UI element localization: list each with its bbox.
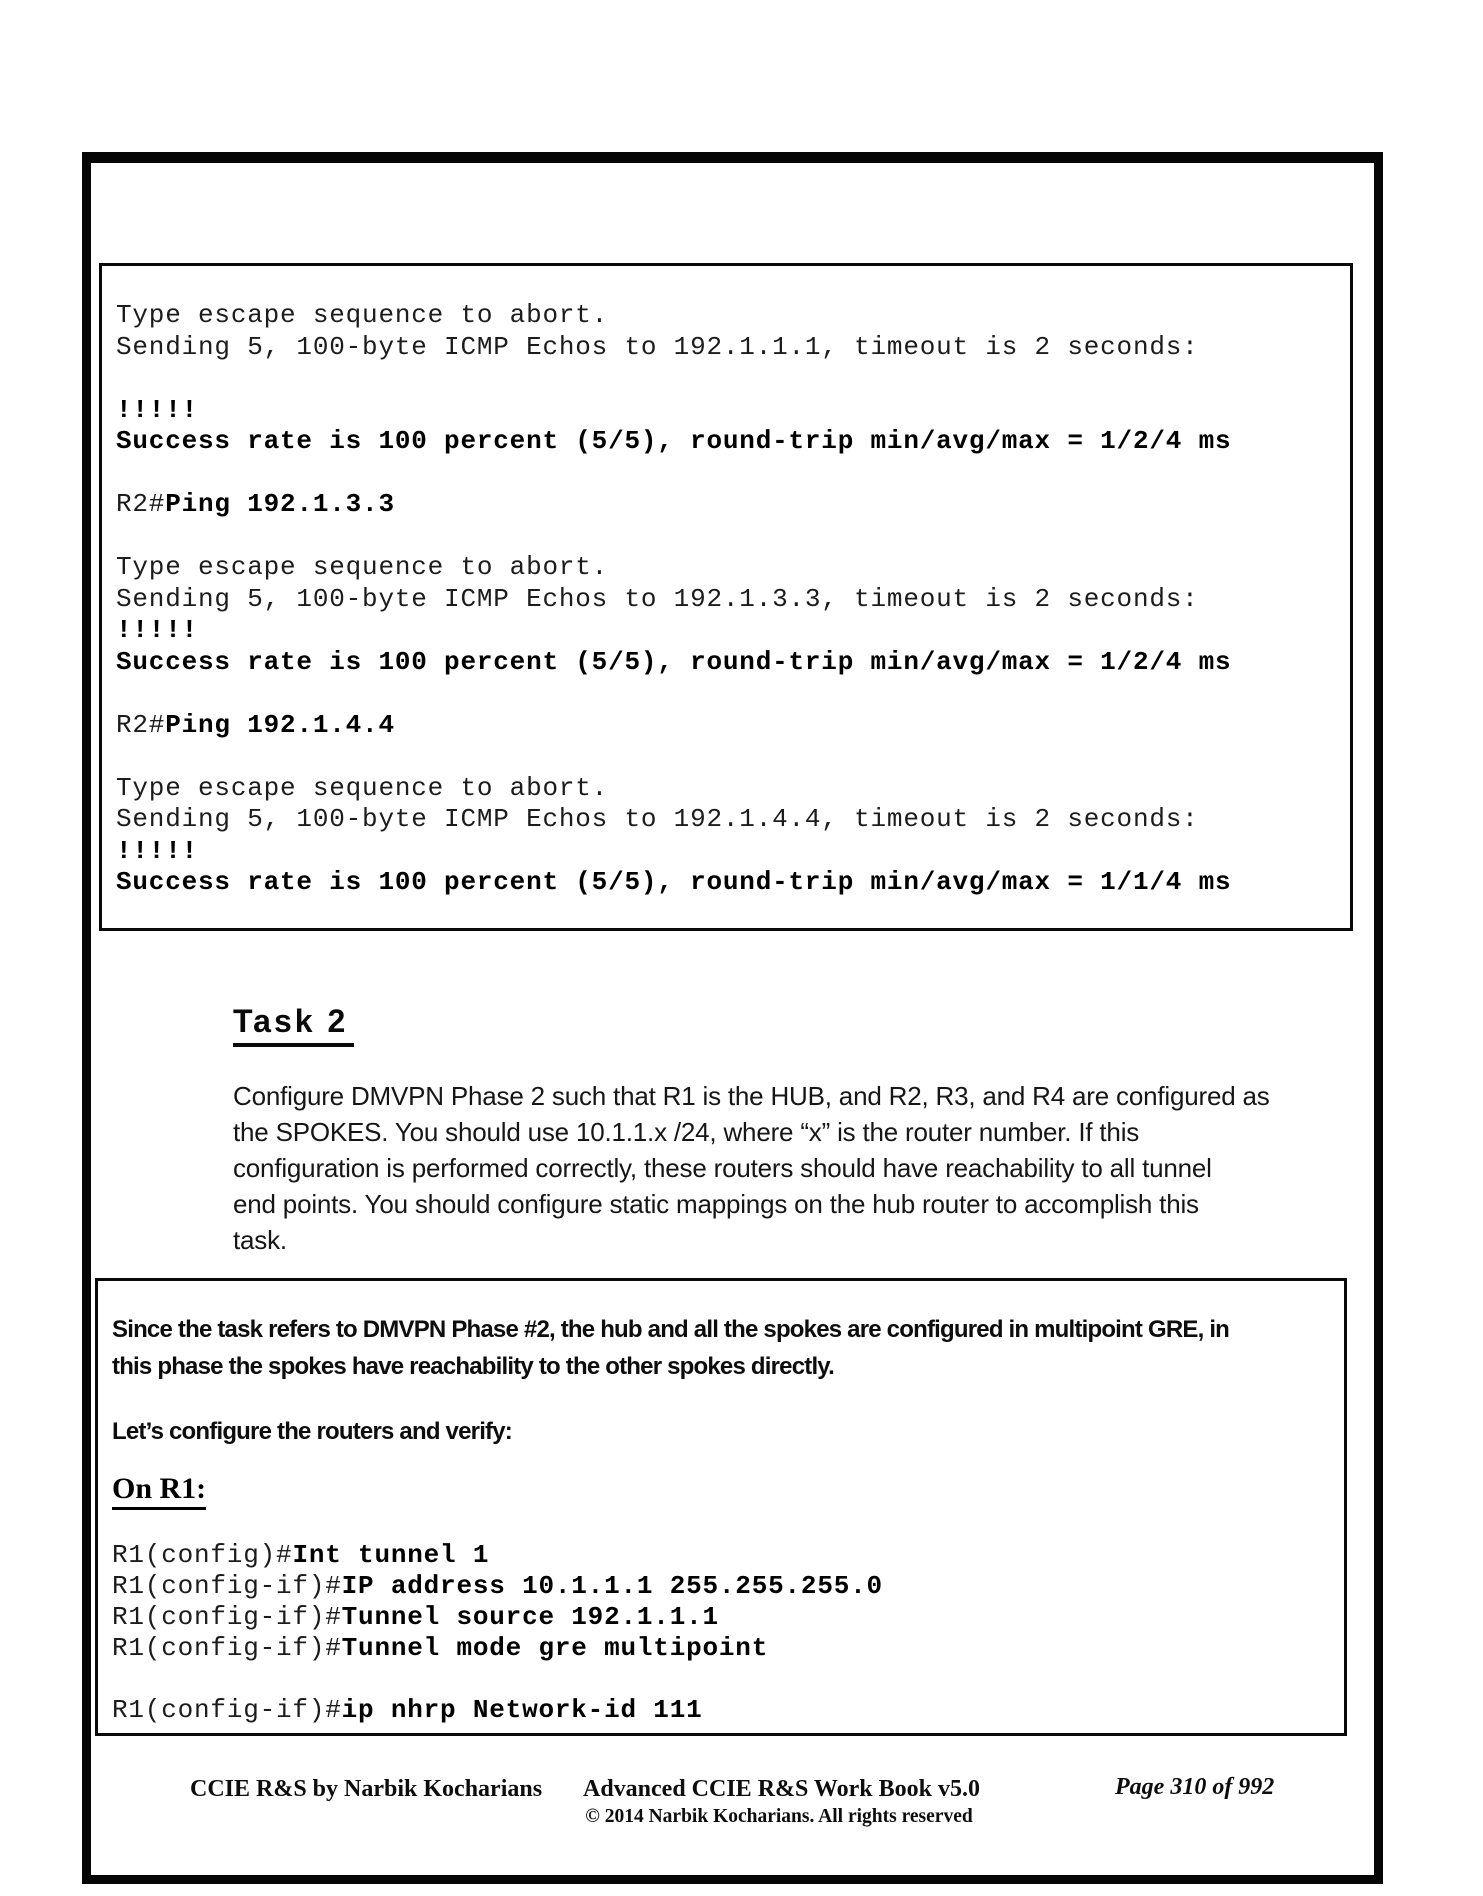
task-description-line-row: [233, 1078, 1270, 1114]
terminal-plain-text: Sending 5, 100-byte ICMP Echos to 192.1.3.3, timeout is 2 seconds:: [116, 583, 1199, 614]
terminal-plain-text: Type escape sequence to abort.: [116, 772, 609, 803]
footer-book-title: Advanced CCIE R&S Work Book v5.0: [583, 1776, 980, 1802]
config-command: Tunnel mode gre multipoint: [341, 1633, 769, 1663]
ping-output-box: [99, 263, 1353, 931]
solution-note-line: this phase the spokes have reachability to the other spokes directly.: [112, 1353, 834, 1380]
config-line: [112, 1664, 1344, 1695]
terminal-line: [116, 710, 1342, 742]
task-description-line: Configure DMVPN Phase 2 such that R1 is the HUB, and R2, R3, and R4 are configured as: [233, 1081, 1270, 1111]
footer-page-number: Page 310 of 992: [1115, 1774, 1275, 1800]
config-prompt: R1(config)#: [112, 1540, 293, 1570]
terminal-line: [116, 615, 1342, 647]
terminal-line: [116, 363, 1342, 395]
solution-note-line-row: [112, 1311, 1344, 1348]
config-line: [112, 1571, 1344, 1602]
config-prompt: R1(config-if)#: [112, 1571, 342, 1601]
task-description-line: task.: [233, 1225, 287, 1255]
task-description-line: end points. You should configure static mappings on the hub router to accomplish this: [233, 1189, 1199, 1219]
terminal-line: [116, 426, 1342, 458]
task-heading: Task 2: [233, 1003, 354, 1047]
config-prompt: R1(config-if)#: [112, 1695, 342, 1725]
config-line: [112, 1540, 1344, 1571]
terminal-command: Ping 192.1.4.4: [165, 709, 395, 740]
footer-copyright: © 2014 Narbik Kocharians. All rights reserved: [585, 1806, 973, 1827]
task-description-line-row: [233, 1186, 1270, 1222]
solution-note-line-row: [112, 1348, 1344, 1385]
terminal-bold-text: Success rate is 100 percent (5/5), round-trip min/avg/max = 1/2/4 ms: [116, 426, 1232, 456]
terminal-bold-text: !!!!!: [116, 615, 199, 645]
terminal-plain-text: Sending 5, 100-byte ICMP Echos to 192.1.1.1, timeout is 2 seconds:: [116, 331, 1199, 362]
config-line: [112, 1602, 1344, 1633]
terminal-bold-text: !!!!!: [116, 394, 199, 425]
task-description-line: configuration is performed correctly, these routers should have reachability to all tunnel: [233, 1153, 1212, 1183]
r1-config-block: [112, 1540, 1344, 1726]
solution-box: [95, 1278, 1347, 1736]
terminal-line: [116, 804, 1342, 836]
config-line: [112, 1633, 1344, 1664]
terminal-line: [116, 552, 1342, 584]
footer-center-block: [583, 1776, 980, 1828]
terminal-plain-text: Type escape sequence to abort.: [116, 552, 609, 582]
terminal-plain-text: Sending 5, 100-byte ICMP Echos to 192.1.4.4, timeout is 2 seconds:: [116, 804, 1199, 834]
config-line: [112, 1695, 1344, 1726]
config-prompt: R1(config-if)#: [112, 1633, 342, 1663]
config-command: IP address 10.1.1.1 255.255.255.0: [341, 1571, 883, 1601]
terminal-line: [116, 395, 1342, 427]
terminal-line: [116, 332, 1342, 364]
terminal-prompt: R2#: [116, 709, 166, 740]
terminal-line: [116, 647, 1342, 679]
terminal-line: [116, 741, 1342, 773]
terminal-line: [116, 836, 1342, 868]
terminal-plain-text: Type escape sequence to abort.: [116, 300, 609, 330]
task-description: [233, 1078, 1270, 1258]
task-description-line: the SPOKES. You should use 10.1.1.x /24, where “x” is the router number. If this: [233, 1117, 1140, 1147]
terminal-line: [116, 773, 1342, 805]
terminal-command: Ping 192.1.3.3: [165, 489, 395, 519]
config-command: Int tunnel 1: [292, 1540, 490, 1570]
terminal-line: [116, 584, 1342, 616]
terminal-bold-text: Success rate is 100 percent (5/5), round-trip min/avg/max = 1/2/4 ms: [116, 646, 1232, 677]
solution-action-line: Let’s configure the routers and verify:: [112, 1418, 512, 1445]
config-command: ip nhrp Network-id 111: [341, 1695, 703, 1725]
config-prompt: R1(config-if)#: [112, 1602, 342, 1632]
terminal-line: [116, 489, 1342, 521]
config-command: Tunnel source 192.1.1.1: [341, 1602, 719, 1632]
task-description-line-row: [233, 1114, 1270, 1150]
terminal-bold-text: Success rate is 100 percent (5/5), round-trip min/avg/max = 1/1/4 ms: [116, 867, 1232, 897]
terminal-line: [116, 521, 1342, 553]
solution-note-line: Since the task refers to DMVPN Phase #2, the hub and all the spokes are configured in multipoint GRE, in: [112, 1316, 1230, 1343]
solution-note: [112, 1311, 1344, 1385]
terminal-bold-text: !!!!!: [116, 835, 199, 866]
terminal-line: [116, 300, 1342, 332]
terminal-line: [116, 458, 1342, 490]
task-description-line-row: [233, 1150, 1270, 1186]
task-description-line-row: [233, 1222, 1270, 1258]
device-heading-r1: On R1:: [112, 1472, 206, 1510]
terminal-line: [116, 867, 1342, 899]
terminal-prompt: R2#: [116, 489, 166, 519]
terminal-line: [116, 678, 1342, 710]
footer-author: CCIE R&S by Narbik Kocharians: [190, 1776, 543, 1802]
